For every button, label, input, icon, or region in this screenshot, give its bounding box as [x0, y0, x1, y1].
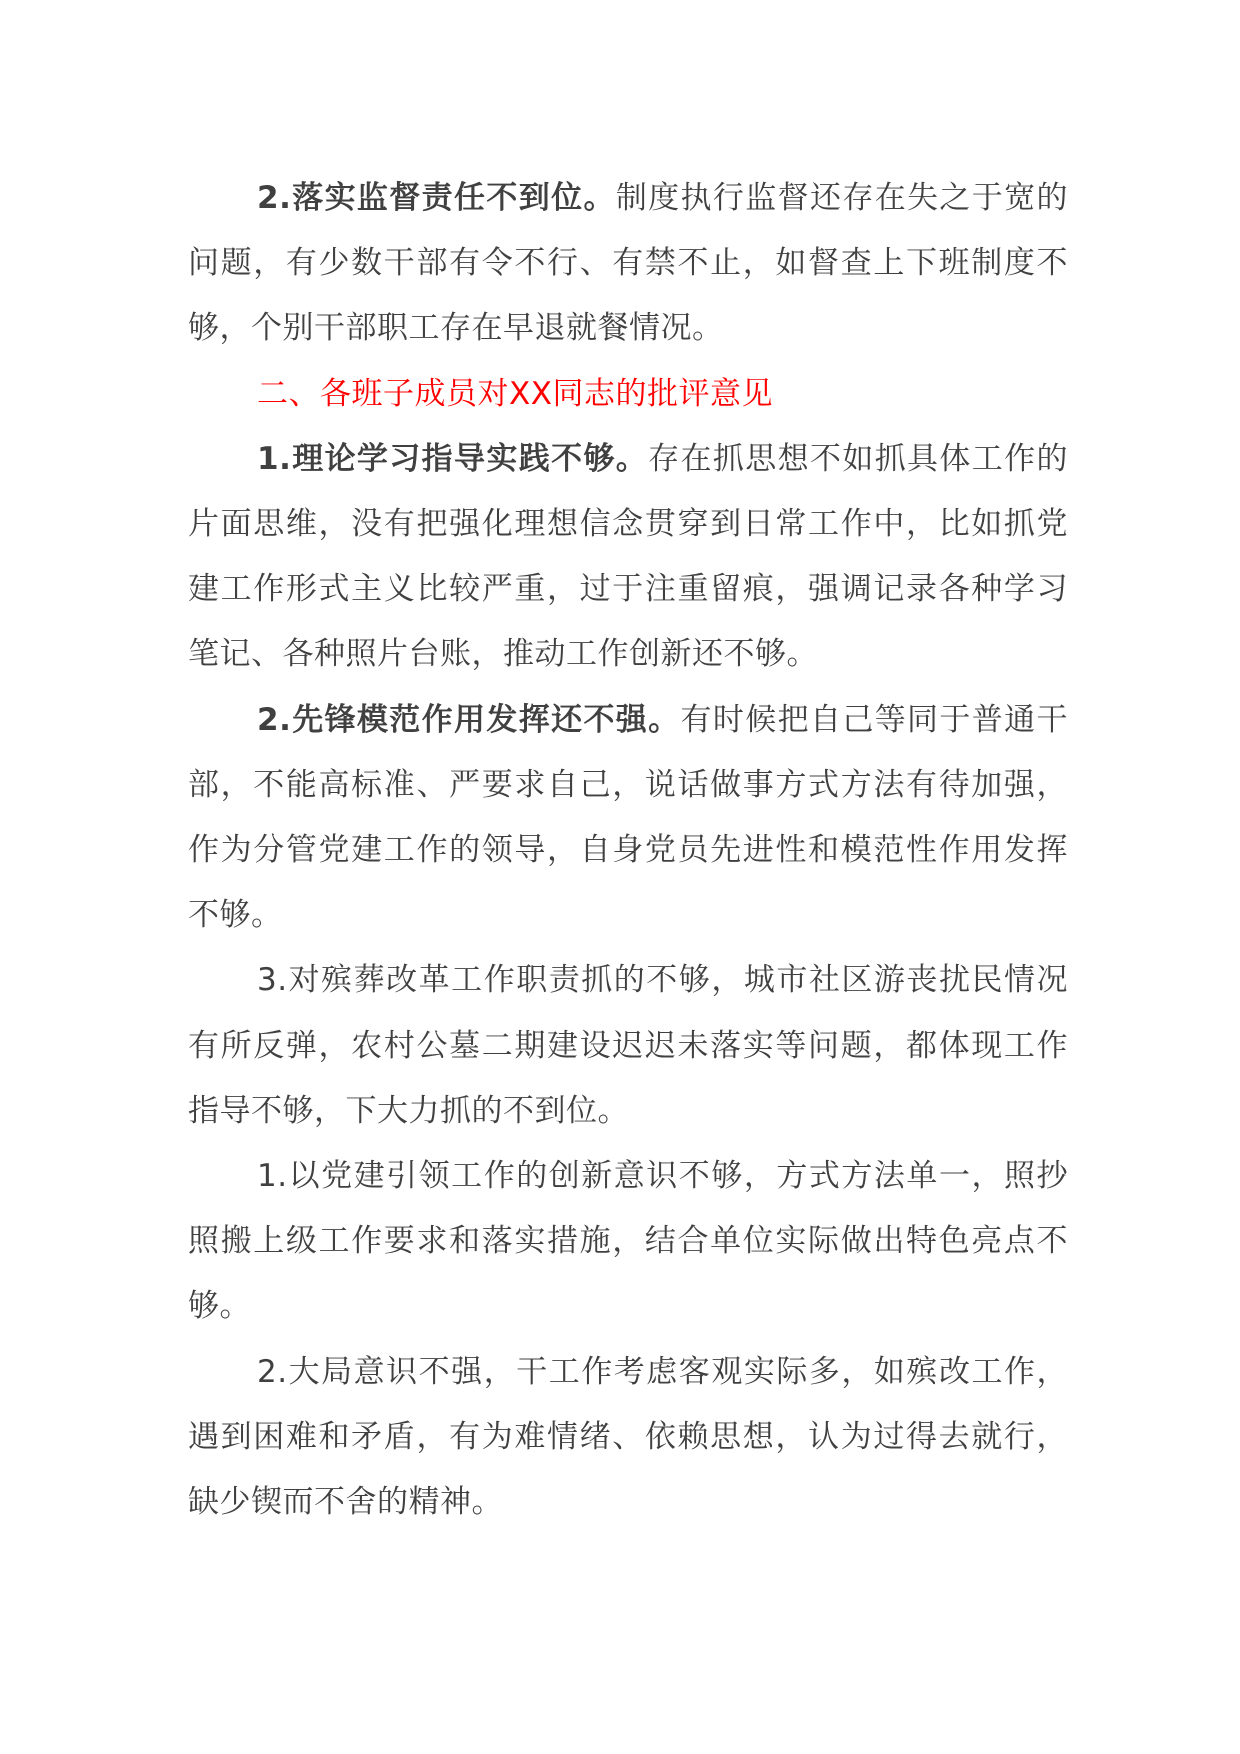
document-page [188, 166, 1068, 1535]
paragraph-body: 存在抓思想不如抓具体工作的片面思维，没有把强化理想信念贯穿到日常工作中，比如抓党建工作形式主义比较严重，过于注重留痕，强调记录各种学习笔记、各种照片台账，推动工作创新还不够。 [188, 440, 1068, 673]
paragraph-supervision-responsibility [188, 166, 1068, 362]
paragraph-overall-awareness: 2.大局意识不强，干工作考虑客观实际多，如殡改工作，遇到困难和矛盾，有为难情绪、依赖思想，认为过得去就行，缺少锲而不舍的精神。 [188, 1353, 1068, 1521]
paragraph-vanguard-role [188, 688, 1068, 949]
paragraph-body: 有时候把自己等同于普通干部，不能高标准、严要求自己，说话做事方式方法有待加强，作为分管党建工作的领导，自身党员先进性和模范性作用发挥不够。 [188, 701, 1068, 934]
paragraph-lead: 2.落实监督责任不到位。 [257, 180, 616, 216]
paragraph-lead: 1.理论学习指导实践不够。 [257, 440, 649, 477]
paragraph-theory-study [188, 427, 1068, 688]
paragraph-body: 制度执行监督还存在失之于宽的问题，有少数干部有令不行、有禁不止，如督查上下班制度不够，个别干部职工存在早退就餐情况。 [188, 180, 1068, 347]
paragraph-innovation-awareness: 1.以党建引领工作的创新意识不够，方式方法单一，照抄照搬上级工作要求和落实措施，结合单位实际做出特色亮点不够。 [188, 1158, 1068, 1325]
paragraph-lead: 2.先锋模范作用发挥还不强。 [257, 701, 681, 738]
paragraph-funeral-reform: 3.对殡葬改革工作职责抓的不够，城市社区游丧扰民情况有所反弹，农村公墓二期建设迟迟未落实等问题，都体现工作指导不够，下大力抓的不到位。 [188, 962, 1068, 1129]
section-heading: 二、各班子成员对XX同志的批评意见 [257, 375, 773, 412]
